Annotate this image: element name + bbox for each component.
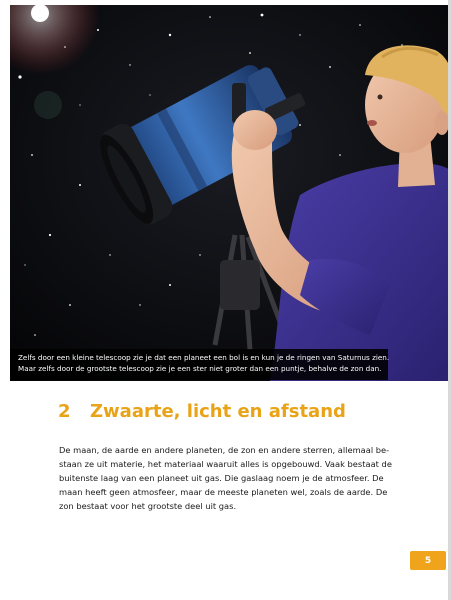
body-paragraph	[59, 443, 392, 513]
chapter-number: 2	[58, 401, 71, 422]
photo-caption	[10, 349, 388, 380]
body-line: zon bestaat voor het grootste deel uit gas.	[59, 501, 237, 512]
telescope-photo	[10, 5, 450, 381]
chapter-heading	[58, 401, 346, 422]
page-number-badge	[410, 551, 446, 570]
chapter-title: Zwaarte, licht en afstand	[90, 401, 346, 422]
caption-line-2: Maar zelfs door de grootste telescoop zie je een ster niet groter dan een puntje, behalve de zon dan.	[18, 363, 382, 373]
caption-line-1: Zelfs door een kleine telescoop zie je dat een planeet een bol is en kun je de ringen van Saturnus zien.	[18, 353, 390, 362]
body-line: buitenste laag van een planeet uit gas. Die gaslaag noem je de atmosfeer. De	[59, 473, 384, 484]
body-line: maan heeft geen atmosfeer, maar de meeste planeten wel, zoals de aarde. De	[59, 487, 388, 498]
body-line: De maan, de aarde en andere planeten, de zon en andere sterren, allemaal be-	[59, 445, 390, 455]
photo-illustration	[10, 5, 450, 381]
page-number: 5	[424, 555, 432, 566]
body-line: staan ze uit materie, het materiaal waaruit alles is opgebouwd. Vaak bestaat de	[59, 459, 392, 470]
